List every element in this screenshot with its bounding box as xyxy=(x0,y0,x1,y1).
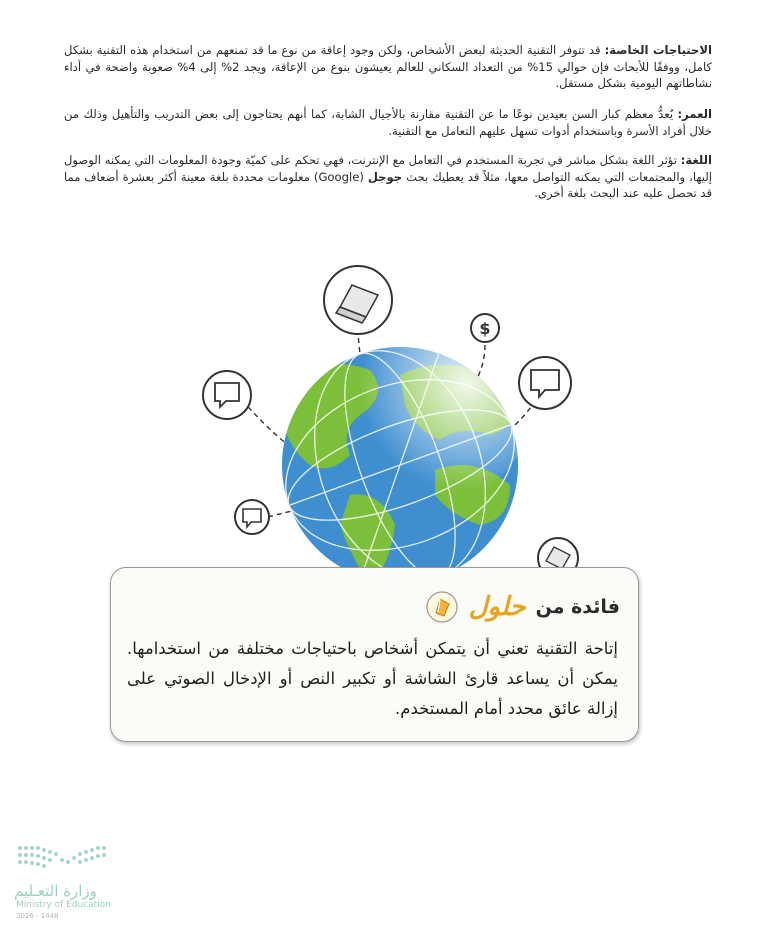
globe-illustration xyxy=(190,255,610,585)
globe-icon xyxy=(262,320,538,585)
laptop-icon xyxy=(324,266,392,334)
tip-box xyxy=(110,567,639,742)
term-age: العمر: xyxy=(677,107,712,121)
text-language-b: (Google) معلومات محددة بلغة معينة أكثر بعشرة أضعاف مما قد تحصل عليه عند البحث بلغة أخرى. xyxy=(64,169,712,200)
tip-box-body: إتاحة التقنية تعني أن يتمكن أشخاص باحتياجات مختلفة من استخدامها. يمكن أن يساعد قارئ الشاشة أو تكبير النص أو الإدخال الصوتي على إزالة عائق محدد أمام المستخدم. xyxy=(127,639,618,718)
term-language: اللغة: xyxy=(680,153,712,167)
ministry-logo xyxy=(14,840,114,922)
text-special-needs: قد تتوفر التقنية الحديثة لبعض الأشخاص، ولكن وجود إعاقة من نوع ما قد تمنعهم من استخدام هذه التقنية بشكل كامل، ووفقًا للأبحاث فإن حوالي 15% من التعداد السكاني للعالم يعيشون بنوع من الإعاقة، ويجد 2% إلى 4% صعوبة واضحة في أداء نشاطاتهم اليومية بشكل مستقل. xyxy=(64,43,712,90)
google-arabic: جوجل xyxy=(367,169,403,184)
paragraph-language xyxy=(64,152,712,202)
edition-year: 2026 - 1448 xyxy=(16,912,59,920)
term-special-needs: الاحتياجات الخاصة: xyxy=(604,43,712,57)
ministry-name-arabic: وزارة التعـليم xyxy=(14,882,97,900)
ministry-logo-dots-icon xyxy=(14,840,114,880)
chat-bubble-icon xyxy=(203,371,251,419)
tip-box-title: فائدة من xyxy=(535,596,620,618)
dollar-icon xyxy=(471,314,499,342)
brand-badge-icon xyxy=(425,590,459,624)
paragraph-special-needs xyxy=(64,42,712,92)
paragraph-age xyxy=(64,106,712,139)
text-language-a: تؤثر اللغة بشكل مباشر في تجربة المستخدم في التعامل مع الإنترنت، فهي تحكم على كميّة وجودة المعلومات التي يمكنه الوصول إليها، والمجتمعات التي يمكنه التواصل معها، مثلاً قد يعطيك بحث xyxy=(64,153,712,184)
chat-bubble-icon xyxy=(235,500,269,534)
text-age: يُعدُّ معظم كبار السن بعيدين نوعًا ما عن التقنية مقارنة بالأجيال الشابة، كما أنهم يحتاجون إلى بعض التدريب والتأهيل وذلك من خلال أفراد الأسرة وباستخدام أدوات تسهل عليهم التعامل مع التقنية. xyxy=(64,107,712,138)
brand-name: حلول xyxy=(468,592,526,622)
svg-text:$: $ xyxy=(479,319,491,338)
tip-box-header xyxy=(425,590,620,624)
ministry-name-english: Ministry of Education xyxy=(16,900,111,910)
chat-bubble-icon xyxy=(519,357,571,409)
